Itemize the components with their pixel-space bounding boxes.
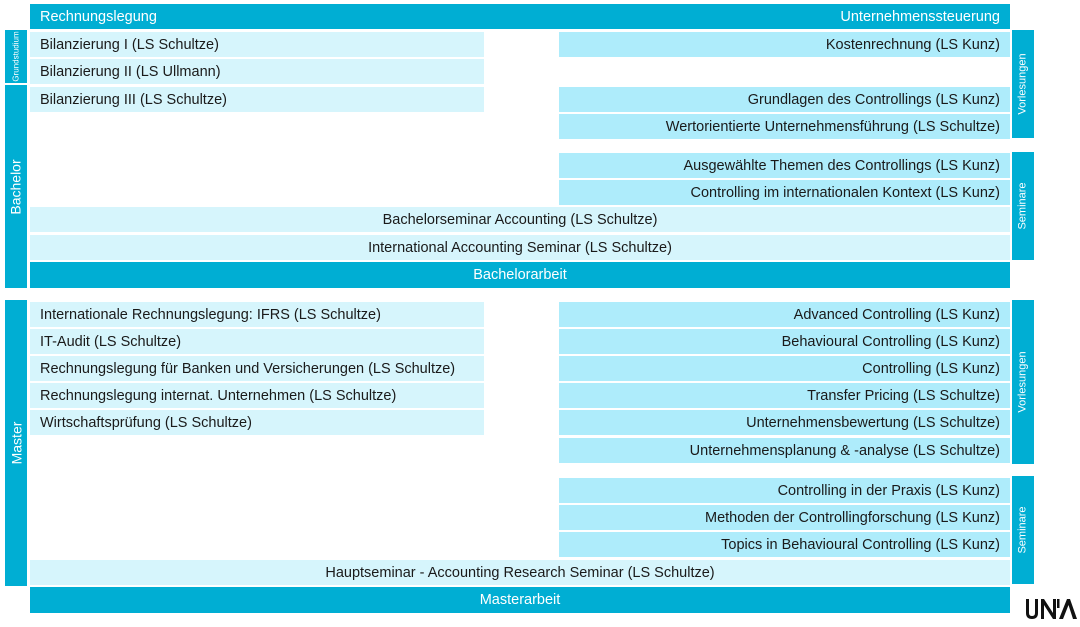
- masterarbeit-bar: Masterarbeit: [30, 587, 1010, 613]
- course-internat-unternehmen: Rechnungslegung internat. Unternehmen (LS Schultze): [30, 383, 484, 408]
- course-advanced-controlling: Advanced Controlling (LS Kunz): [559, 302, 1010, 327]
- grundstudium-label: Grundstudium: [11, 31, 21, 82]
- master-seminare-bar: [1012, 476, 1034, 584]
- course-bilanzierung-2: Bilanzierung II (LS Ullmann): [30, 59, 484, 84]
- course-unternehmensplanung: Unternehmensplanung & -analyse (LS Schultze): [559, 438, 1010, 463]
- course-unternehmensbewertung: Unternehmensbewertung (LS Schultze): [559, 410, 1010, 435]
- seminar-controlling-international: Controlling im internationalen Kontext (LS Kunz): [559, 180, 1010, 205]
- bachelorseminar-accounting: Bachelorseminar Accounting (LS Schultze): [30, 207, 1010, 232]
- course-banken-versicherungen: Rechnungslegung für Banken und Versicherungen (LS Schultze): [30, 356, 484, 381]
- course-controlling: Controlling (LS Kunz): [559, 356, 1010, 381]
- course-wirtschaftspruefung: Wirtschaftsprüfung (LS Schultze): [30, 410, 484, 435]
- course-it-audit: IT-Audit (LS Schultze): [30, 329, 484, 354]
- bachelorarbeit-bar: Bachelorarbeit: [30, 262, 1010, 288]
- course-grundlagen-controlling: Grundlagen des Controllings (LS Kunz): [559, 87, 1010, 112]
- course-transfer-pricing: Transfer Pricing (LS Schultze): [559, 383, 1010, 408]
- seminar-topics-behavioural: Topics in Behavioural Controlling (LS Kunz): [559, 532, 1010, 557]
- seminar-ausgewaehlte-themen: Ausgewählte Themen des Controllings (LS Kunz): [559, 153, 1010, 178]
- course-wertorientierte-fuehrung: Wertorientierte Unternehmensführung (LS Schultze): [559, 114, 1010, 139]
- grundstudium-bar: [5, 30, 27, 83]
- international-accounting-seminar: International Accounting Seminar (LS Schultze): [30, 235, 1010, 260]
- bachelor-bar: [5, 85, 27, 288]
- master-bar: [5, 300, 27, 586]
- master-label: Master: [8, 421, 25, 465]
- course-kostenrechnung: Kostenrechnung (LS Kunz): [559, 32, 1010, 57]
- master-vorlesungen-bar: [1012, 300, 1034, 464]
- course-bilanzierung-1: Bilanzierung I (LS Schultze): [30, 32, 484, 57]
- bachelor-seminare-bar: [1012, 152, 1034, 260]
- course-bilanzierung-3: Bilanzierung III (LS Schultze): [30, 87, 484, 112]
- bachelor-seminare-label: Seminare: [1017, 182, 1030, 230]
- header-right-label: Unternehmenssteuerung: [840, 8, 1000, 25]
- bachelor-vorlesungen-label: Vorlesungen: [1017, 53, 1030, 115]
- seminar-controlling-praxis: Controlling in der Praxis (LS Kunz): [559, 478, 1010, 503]
- course-ifrs: Internationale Rechnungslegung: IFRS (LS Schultze): [30, 302, 484, 327]
- master-vorlesungen-label: Vorlesungen: [1017, 351, 1030, 413]
- university-logo: [1024, 596, 1078, 622]
- header-left-label: Rechnungslegung: [40, 8, 157, 25]
- master-seminare-label: Seminare: [1017, 506, 1030, 554]
- seminar-methoden-controllingforschung: Methoden der Controllingforschung (LS Kunz): [559, 505, 1010, 530]
- bachelor-vorlesungen-bar: [1012, 30, 1034, 138]
- course-behavioural-controlling: Behavioural Controlling (LS Kunz): [559, 329, 1010, 354]
- bachelor-label: Bachelor: [8, 158, 25, 215]
- hauptseminar-accounting-research: Hauptseminar - Accounting Research Seminar (LS Schultze): [30, 560, 1010, 585]
- header-bar: [30, 4, 1010, 29]
